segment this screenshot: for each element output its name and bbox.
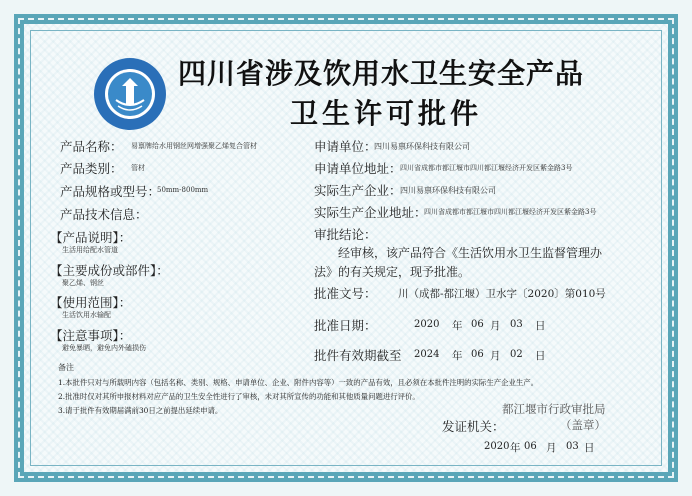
- issue-date-year-char: 年: [510, 442, 521, 454]
- applicant-address-label: 申请单位地址：: [314, 161, 402, 176]
- notice-value: 避免暴晒，避免内外磕损伤: [62, 344, 146, 352]
- applicant-value: 四川易禀环保科技有限公司: [374, 142, 470, 151]
- issuer-stamp-note: （盖章）: [560, 418, 606, 432]
- approval-date-year: 2020: [414, 319, 440, 330]
- conclusion-line-2: 法》的有关规定，现予批准。: [314, 265, 471, 279]
- issue-date-month-char: 月: [546, 442, 557, 454]
- issue-date-day-char: 日: [584, 442, 595, 454]
- conclusion-label: 审批结论：: [314, 227, 377, 242]
- approval-date-month-char: 月: [490, 320, 501, 332]
- approval-number-value: 川（成都-都江堰）卫水字〔2020〕第010号: [398, 288, 606, 300]
- manual-label: 【产品说明】：: [50, 230, 132, 245]
- approval-date-label: 批准日期：: [314, 318, 377, 333]
- components-value: 聚乙烯、钢丝: [62, 279, 104, 287]
- producer-address-label: 实际生产企业地址：: [314, 205, 427, 220]
- product-category-label: 产品类别：: [60, 161, 123, 176]
- valid-until-year-char: 年: [452, 350, 463, 362]
- producer-value: 四川易禀环保科技有限公司: [400, 186, 496, 195]
- valid-until-year: 2024: [414, 349, 440, 360]
- producer-address-value: 四川省成都市都江堰市四川都江堰经济开发区紫金路3号: [424, 208, 597, 216]
- product-name-value: 易禀牌给水用钢丝网增强聚乙烯复合管材: [131, 142, 257, 150]
- applicant-label: 申请单位：: [314, 139, 377, 154]
- spec-value: 50mm-800mm: [157, 186, 209, 194]
- notes-line-2: 2.批准时仅对其所申报材料对应产品的卫生安全性进行了审核，未对其所宣传的功能和其他质量问题进行评价。: [58, 392, 420, 401]
- valid-until-day: 02: [510, 349, 523, 360]
- title-line-1: 四川省涉及饮用水卫生安全产品: [178, 57, 585, 90]
- conclusion-line-1: 经审核，该产品符合《生活饮用水卫生监督管理办: [338, 246, 603, 260]
- applicant-address-value: 四川省成都市都江堰市四川都江堰经济开发区紫金路3号: [400, 164, 573, 172]
- issue-date-month: 06: [524, 441, 537, 452]
- title-line-2: 卫生许可批件: [290, 97, 483, 130]
- tech-info-label: 产品技术信息：: [60, 207, 148, 222]
- product-category-value: 管材: [131, 164, 145, 172]
- product-name-label: 产品名称：: [60, 139, 123, 154]
- spec-label: 产品规格或型号：: [60, 184, 161, 199]
- components-label: 【主要成份或部件】：: [50, 263, 169, 278]
- approval-number-label: 批准文号：: [314, 286, 377, 301]
- issue-date-year: 2020: [484, 441, 510, 452]
- notes-heading: 备注: [58, 363, 74, 372]
- notes-line-3: 3.请于批件有效期届满前30日之前提出延续申请。: [58, 406, 223, 415]
- valid-until-label: 批件有效期截至: [314, 348, 402, 363]
- approval-date-day: 03: [510, 319, 523, 330]
- valid-until-month: 06: [471, 349, 484, 360]
- approval-date-day-char: 日: [535, 320, 546, 332]
- valid-until-day-char: 日: [535, 350, 546, 362]
- approval-date-month: 06: [471, 319, 484, 330]
- valid-until-month-char: 月: [490, 350, 501, 362]
- notes-line-1: 1.本批件只对与所载明内容（包括名称、类别、规格、申请单位、企业、附件内容等）一致的产品有效，且必须在本批件注明的实际生产企业生产。: [58, 378, 539, 387]
- health-inspection-emblem-icon: [92, 56, 168, 132]
- usage-value: 生活饮用水输配: [62, 311, 111, 319]
- usage-label: 【使用范围】：: [50, 295, 132, 310]
- issue-date-day: 03: [566, 441, 579, 452]
- manual-value: 生活用给配水管道: [62, 246, 118, 254]
- producer-label: 实际生产企业：: [314, 183, 402, 198]
- issuer-stamp-name: 都江堰市行政审批局: [502, 402, 606, 416]
- issuer-label: 发证机关：: [442, 419, 505, 434]
- approval-date-year-char: 年: [452, 320, 463, 332]
- notice-label: 【注意事项】：: [50, 328, 132, 343]
